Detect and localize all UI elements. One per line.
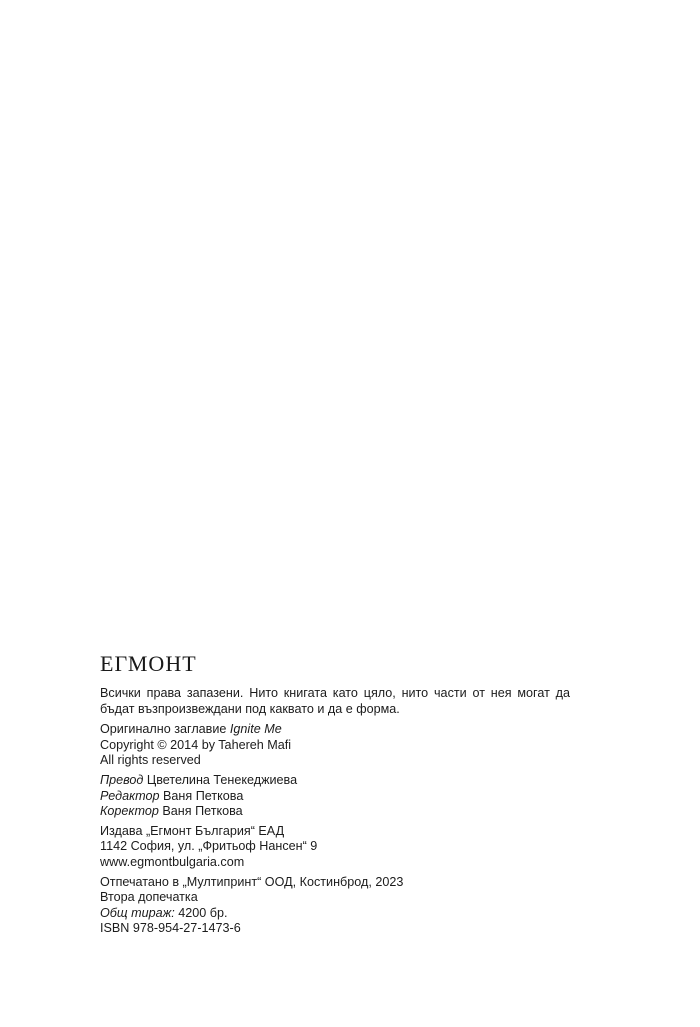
translation-label: Превод xyxy=(100,772,144,787)
publisher-address: 1142 София, ул. „Фритьоф Нансен“ 9 xyxy=(100,839,318,854)
copyright-line: Copyright © 2014 by Tahereh Mafi xyxy=(100,737,292,752)
proofreader-label: Коректор xyxy=(100,804,159,819)
print-run-line xyxy=(100,906,570,922)
editor-line xyxy=(100,789,570,805)
original-title: Ignite Me xyxy=(229,722,282,737)
translator-line xyxy=(100,773,570,789)
rights-line-2: бъдат възпроизвеждани под каквато и да е форма. xyxy=(100,701,400,716)
published-by-line: Издава „Егмонт България“ ЕАД xyxy=(100,823,285,838)
reprint-line: Втора допечатка xyxy=(100,890,198,905)
print-run-value: 4200 бр. xyxy=(178,905,228,920)
printed-by-line: Отпечатано в „Мултипринт“ ООД, Костинброд, 2023 xyxy=(100,874,404,889)
rights-line-1: Всички права запазени. Нито книгата като цяло, нито части от нея могат да xyxy=(100,686,570,700)
publisher-website: www.egmontbulgaria.com xyxy=(100,854,245,869)
original-info xyxy=(100,722,570,769)
isbn-line: ISBN 978-954-27-1473-6 xyxy=(100,921,241,936)
publisher-logo: ЕГМОНТ xyxy=(100,651,197,676)
all-rights-reserved: All rights reserved xyxy=(100,753,201,768)
editor-name: Ваня Петкова xyxy=(163,788,244,803)
imprint-block xyxy=(100,652,570,941)
proofreader-name: Ваня Петкова xyxy=(162,804,243,819)
original-title-label: Оригинално заглавие xyxy=(100,722,227,737)
print-run-label: Общ тираж: xyxy=(100,905,175,920)
credits xyxy=(100,773,570,820)
translator-name: Цветелина Тенекеджиева xyxy=(146,772,298,787)
rights-notice xyxy=(100,686,570,717)
editor-label: Редактор xyxy=(100,788,160,803)
original-title-line xyxy=(100,722,570,738)
publisher-info xyxy=(100,824,570,871)
proofreader-line xyxy=(100,804,570,820)
printing-info xyxy=(100,875,570,937)
